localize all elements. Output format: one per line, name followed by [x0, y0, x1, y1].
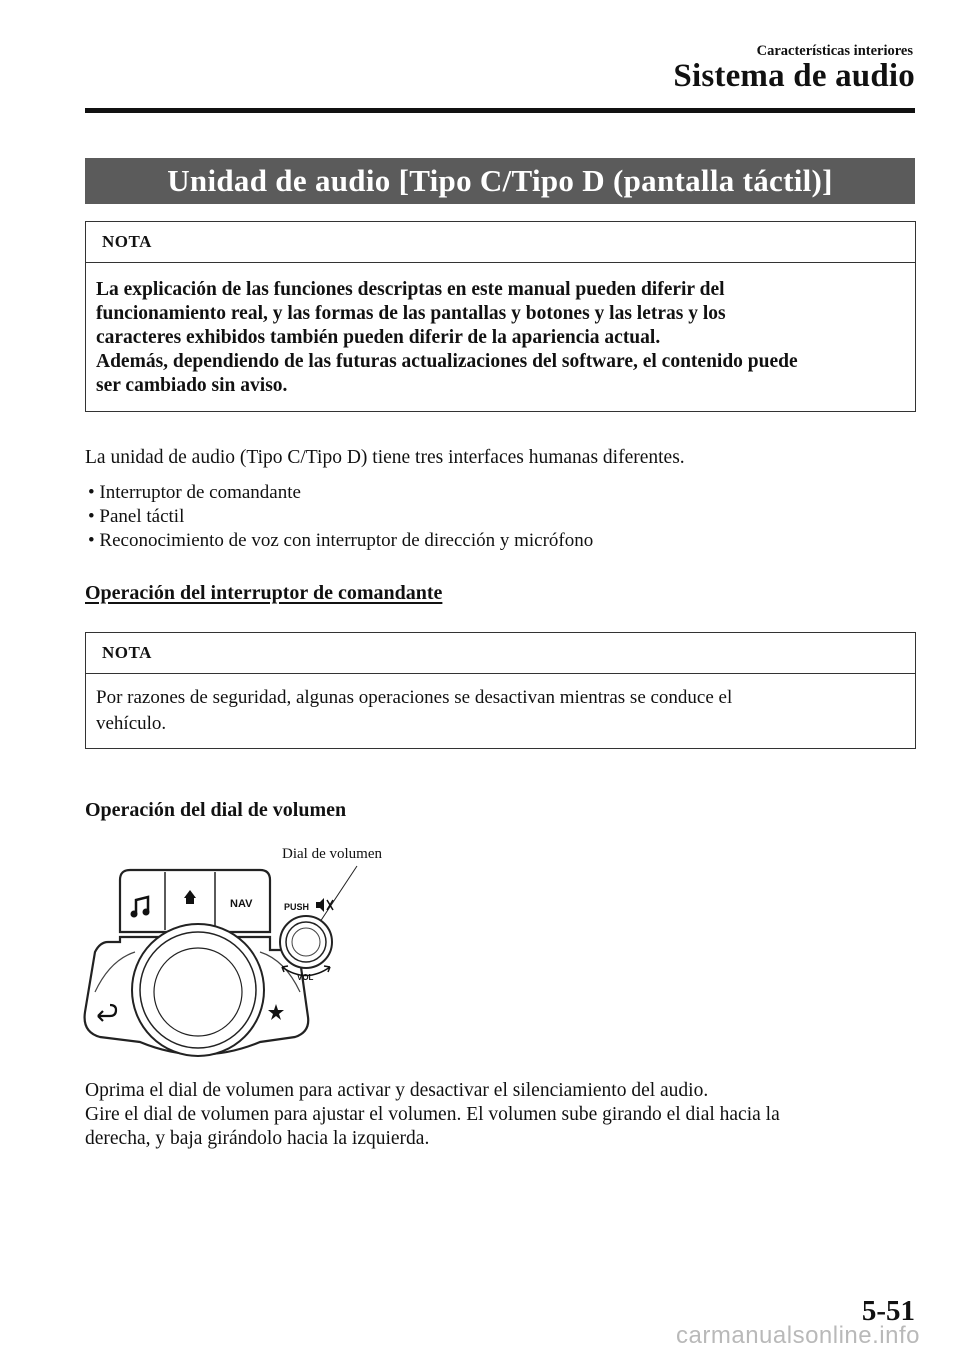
- list-item: • Panel táctil: [88, 505, 593, 529]
- nav-label: NAV: [230, 898, 253, 910]
- note-line: vehículo.: [96, 713, 167, 734]
- note-text: [86, 263, 915, 411]
- commander-switch-figure: [80, 842, 420, 1074]
- note-line: caracteres exhibidos también pueden diferir de la apariencia actual.: [96, 327, 661, 348]
- note-box: [85, 632, 916, 749]
- figure-callout: Dial de volumen: [282, 846, 382, 862]
- chapter-label: Características interiores: [756, 43, 913, 59]
- push-label: PUSH: [284, 902, 310, 912]
- note-line: Además, dependiendo de las futuras actualizaciones del software, el contenido puede: [96, 351, 798, 372]
- interface-list: [88, 481, 593, 553]
- note-box: [85, 221, 916, 412]
- mute-icon: [316, 898, 333, 912]
- watermark: carmanualsonline.info: [676, 1322, 920, 1349]
- intro-paragraph: La unidad de audio (Tipo C/Tipo D) tiene tres interfaces humanas diferentes.: [85, 447, 685, 468]
- note-line: ser cambiado sin aviso.: [96, 375, 288, 396]
- list-item: • Reconocimiento de voz con interruptor de dirección y micrófono: [88, 529, 593, 553]
- vol-label: VOL: [297, 973, 314, 982]
- description-line: derecha, y baja girándolo hacia la izquierda.: [85, 1128, 430, 1149]
- section-heading: Operación del interruptor de comandante: [85, 582, 443, 604]
- subsection-heading: Operación del dial de volumen: [85, 799, 347, 821]
- list-item: • Interruptor de comandante: [88, 481, 593, 505]
- section-banner: Unidad de audio [Tipo C/Tipo D (pantalla táctil)]: [85, 158, 915, 204]
- description-line: Oprima el dial de volumen para activar y desactivar el silenciamiento del audio.: [85, 1080, 709, 1101]
- description-paragraph: [85, 1079, 780, 1151]
- note-line: La explicación de las funciones descriptas en este manual pueden diferir del: [96, 279, 725, 300]
- note-label: NOTA: [86, 222, 915, 263]
- note-label: NOTA: [86, 633, 915, 674]
- header-divider: [85, 108, 915, 113]
- page-number: 5-51: [861, 1295, 915, 1327]
- note-line: funcionamiento real, y las formas de las pantallas y botones y las letras y los: [96, 303, 726, 324]
- note-line: Por razones de seguridad, algunas operaciones se desactivan mientras se conduce el: [96, 687, 733, 708]
- description-line: Gire el dial de volumen para ajustar el volumen. El volumen sube girando el dial hacia la: [85, 1104, 780, 1125]
- note-text: [86, 674, 915, 748]
- page-title: Sistema de audio: [673, 58, 915, 94]
